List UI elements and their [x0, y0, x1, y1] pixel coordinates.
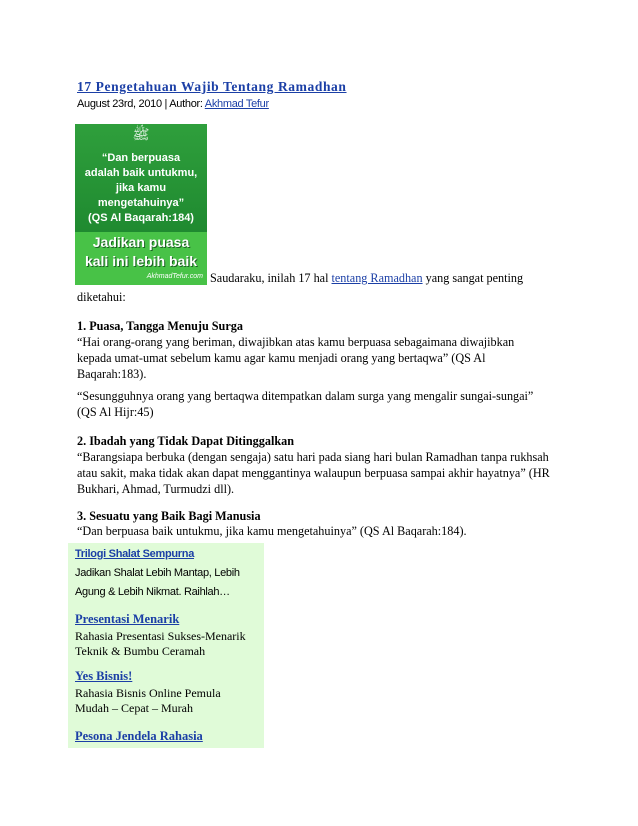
sidebar-link-presentasi[interactable]: Presentasi Menarik	[75, 612, 180, 626]
section-text-line: Baqarah:183).	[77, 367, 147, 381]
section-text-line: “Dan berpuasa baik untukmu, jika kamu mengetahuinya” (QS Al Baqarah:184).	[77, 524, 467, 538]
sidebar-link-trilogi[interactable]: Trilogi Shalat Sempurna	[75, 548, 195, 560]
author-link[interactable]: Akhmad Tefur	[204, 98, 269, 110]
ramadhan-link[interactable]: tentang Ramadhan	[331, 271, 423, 285]
section-heading: 1. Puasa, Tangga Menuju Surga	[77, 319, 243, 333]
intro-text: Saudaraku, inilah 17 hal	[210, 271, 332, 285]
sidebar-desc-line: Teknik & Bumbu Ceramah	[75, 644, 206, 658]
section-text-line: Bukhari, Ahmad, Turmudzi dll).	[77, 482, 235, 496]
article-date: August 23rd, 2010 | Author:	[77, 98, 205, 110]
section-text-line: kepada umat-umat sebelum kamu agar kamu menjadi orang yang bertaqwa” (QS Al	[77, 351, 486, 365]
sidebar-link-pesona[interactable]: Pesona Jendela Rahasia	[75, 729, 203, 743]
article-title[interactable]: 17 Pengetahuan Wajib Tentang Ramadhan	[77, 79, 347, 94]
sidebar-link-yes-bisnis[interactable]: Yes Bisnis!	[75, 669, 133, 683]
section-text-line: “Sesungguhnya orang yang bertaqwa ditempatkan dalam surga yang mengalir sungai-sungai”	[77, 389, 534, 403]
sidebar-desc-line: Jadikan Shalat Lebih Mantap, Lebih	[75, 567, 240, 579]
banner-quote-line: mengetahuinya”	[97, 197, 185, 209]
section-text-line: atau sakit, maka tidak akan dapat menggantinya walaupun berpuasa sampai akhir hayatnya” (HR	[77, 466, 550, 480]
sidebar-desc-line: Rahasia Bisnis Online Pemula	[75, 686, 221, 700]
sidebar-desc-line: Mudah – Cepat – Murah	[75, 701, 193, 715]
section-text-line: “Barangsiapa berbuka (dengan sengaja) satu hari pada siang hari bulan Ramadhan tanpa rukhsah	[77, 450, 549, 464]
calligraphy-emblem: ﷺ	[132, 127, 150, 143]
intro-text: yang sangat penting	[422, 271, 524, 285]
ramadhan-banner-image	[75, 124, 207, 285]
sidebar-desc-line: Rahasia Presentasi Sukses-Menarik	[75, 629, 246, 643]
sidebar-desc-line: Agung & Lebih Nikmat. Raihlah…	[75, 586, 230, 598]
intro-line: diketahui:	[77, 290, 126, 304]
banner-quote-line: adalah baik untukmu,	[84, 167, 198, 179]
section-heading: 2. Ibadah yang Tidak Dapat Ditinggalkan	[77, 434, 294, 448]
article-meta	[77, 98, 269, 110]
section-text-line: (QS Al Hijr:45)	[77, 405, 154, 419]
intro-line	[210, 270, 523, 286]
banner-quote-line: “Dan berpuasa	[101, 152, 181, 164]
section-text-line: “Hai orang-orang yang beriman, diwajibkan atas kamu berpuasa sebagaimana diwajibkan	[77, 335, 515, 349]
banner-headline-line: Jadikan puasa	[92, 234, 190, 250]
banner-quote-line: (QS Al Baqarah:184)	[88, 212, 194, 224]
section-heading: 3. Sesuatu yang Baik Bagi Manusia	[77, 509, 261, 523]
banner-quote-line: jika kamu	[115, 182, 167, 194]
banner-site-label: AkhmadTefur.com	[146, 273, 203, 280]
banner-headline-line: kali ini lebih baik	[84, 253, 198, 269]
